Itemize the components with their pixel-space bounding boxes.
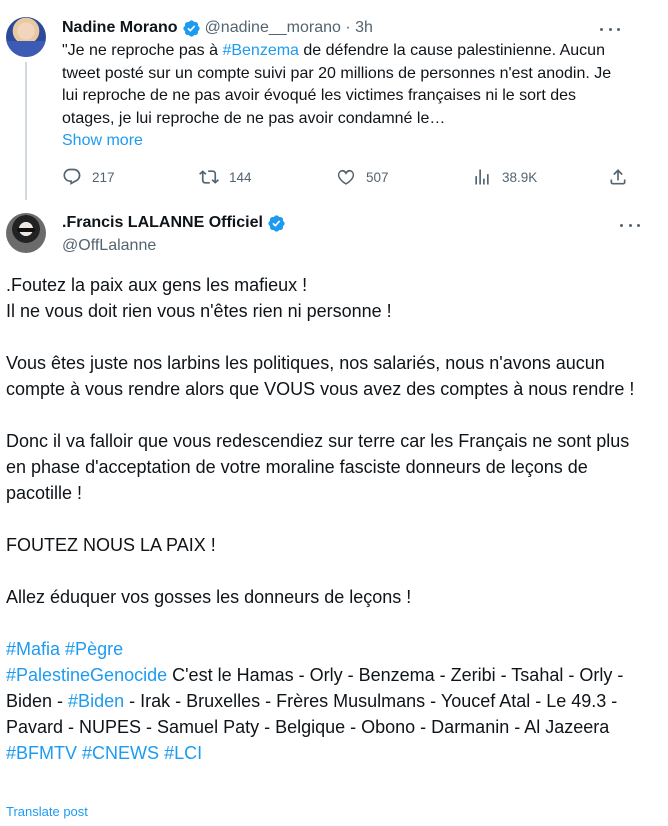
author-handle[interactable]: @nadine__morano · 3h <box>204 19 373 36</box>
verified-badge-icon <box>267 214 286 233</box>
author-name[interactable]: Nadine Morano <box>62 19 178 36</box>
hashtag-link[interactable]: #CNEWS <box>82 743 160 763</box>
like-icon <box>336 167 356 187</box>
views-button[interactable] <box>472 165 537 189</box>
tweet-text: de défendre la cause palestinienne. Aucun tweet posté sur un compte suivi par 20 millions de personnes n'est anodin. Je lui reproche de ne pas avoir évoqué les victimes françaises ni le sort des otages, je lui reproche de ne pas avoir condamné le… <box>62 42 612 127</box>
tweet-text: C'est le Hamas - Orly - Benzema - Zeribi - Tsahal - Orly - Biden - <box>6 665 624 711</box>
reply-tweet[interactable] <box>0 0 648 200</box>
main-tweet-header <box>62 213 286 233</box>
translate-post-link[interactable]: Translate post <box>6 804 88 819</box>
main-tweet-text <box>6 272 636 766</box>
tweet-text: - Irak - Bruxelles - Frères Musulmans - Youcef Atal - Le 49.3 - Pavard - NUPES - Samuel Paty - Belgique - Obono - Darmanin - Al Jazeera <box>6 691 618 737</box>
show-more-link[interactable]: Show more <box>62 132 143 149</box>
view-count: 38.9K <box>502 169 538 185</box>
reply-button[interactable] <box>62 165 115 189</box>
tweet-line: Il ne vous doit rien vous n'êtes rien ni personne ! <box>6 301 392 321</box>
tweet-paragraph: Donc il va falloir que vous redescendiez sur terre car les Français ne sont plus en phase d'acceptation de votre moraline fasciste donneurs de leçons de pacotille ! <box>6 431 630 503</box>
more-icon[interactable] <box>620 216 640 234</box>
share-button[interactable] <box>608 165 638 189</box>
hashtag-line <box>6 636 636 662</box>
avatar[interactable] <box>6 17 46 57</box>
verified-badge-icon <box>182 19 201 38</box>
tweet-paragraph: Allez éduquer vos gosses les donneurs de leçons ! <box>6 587 412 607</box>
reply-count: 217 <box>92 169 115 185</box>
like-button[interactable] <box>336 165 389 189</box>
author-handle[interactable]: @OffLalanne <box>62 237 157 254</box>
hashtag-link[interactable]: #Benzema <box>222 42 299 59</box>
more-icon[interactable] <box>600 20 620 38</box>
retweet-button[interactable] <box>199 165 252 189</box>
avatar[interactable] <box>6 213 46 253</box>
hashtag-link[interactable]: #PalestineGenocide <box>6 665 168 685</box>
tweet-paragraph: Vous êtes juste nos larbins les politiques, nos salariés, nous n'avons aucun compte à vous rendre alors que VOUS vous avez des comptes à nous rendre ! <box>6 353 635 399</box>
tweet-paragraph: FOUTEZ NOUS LA PAIX ! <box>6 535 216 555</box>
reply-icon <box>62 167 82 187</box>
share-icon <box>608 167 628 187</box>
reply-tweet-text <box>62 40 622 130</box>
hashtag-link[interactable]: #LCI <box>164 743 203 763</box>
tweet-paragraph <box>6 662 636 766</box>
like-count: 507 <box>366 169 389 185</box>
retweet-icon <box>199 167 219 187</box>
hashtag-link[interactable]: #BFMTV <box>6 743 78 763</box>
author-name[interactable]: .Francis LALANNE Officiel <box>62 214 263 231</box>
hashtag-link[interactable]: #Mafia <box>6 639 61 659</box>
tweet-text: "Je ne reproche pas à <box>62 42 223 59</box>
hashtag-link[interactable]: #Pègre <box>65 639 124 659</box>
views-icon <box>472 167 492 187</box>
retweet-count: 144 <box>229 169 252 185</box>
hashtag-link[interactable]: #Biden <box>68 691 125 711</box>
reply-tweet-header <box>62 18 373 38</box>
action-bar <box>62 165 642 189</box>
tweet-line: .Foutez la paix aux gens les mafieux ! <box>6 275 308 295</box>
thread-connector <box>25 62 27 200</box>
